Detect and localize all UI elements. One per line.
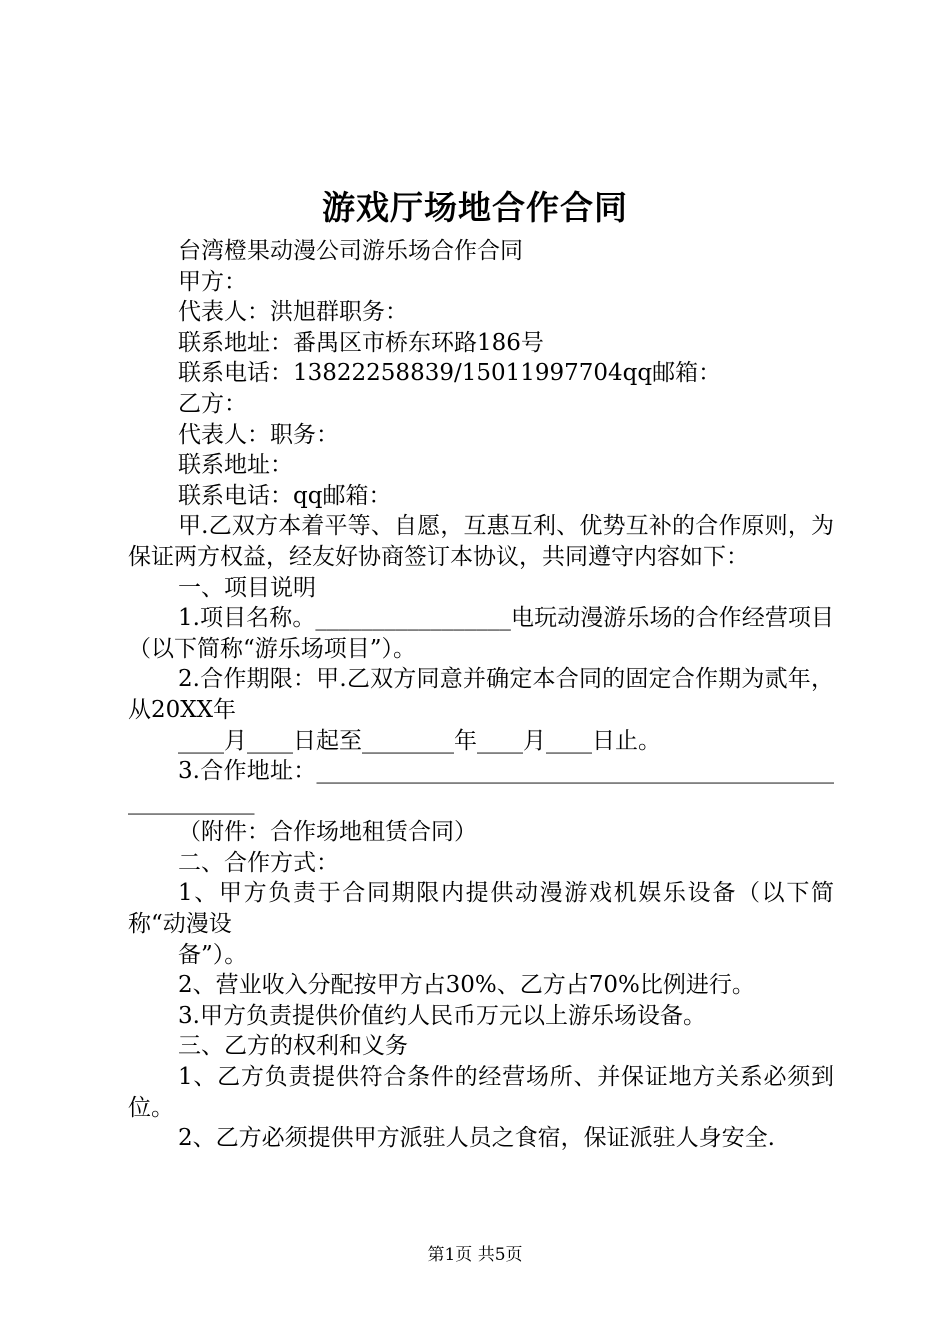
page-number: 第1页 共5页: [427, 1245, 523, 1265]
document-title: 游戏厅场地合作合同: [322, 188, 628, 227]
section-heading: 二、合作方式：: [178, 849, 339, 876]
clause-paragraph: 2、营业收入分配按甲方占30%、乙方占70%比例进行。: [178, 972, 755, 999]
clause-paragraph: 1.项目名称。_________________电玩动漫游乐场的合作经营项目（以下简称“游乐场项目”）。: [128, 605, 834, 662]
party-b-label: 乙方：: [178, 390, 247, 417]
contract-subtitle: 台湾橙果动漫公司游乐场合作合同: [178, 238, 523, 264]
preamble-paragraph: 甲.乙双方本着平等、自愿，互惠互利、优势互补的合作原则，为保证两方权益，经友好协商签订本协议，共同遵守内容如下：: [128, 513, 834, 570]
clause-paragraph: 1、乙方负责提供符合条件的经营场所、并保证地方关系必须到位。: [128, 1064, 834, 1121]
clause-paragraph: 3.甲方负责提供价值约人民币万元以上游乐场设备。: [178, 1002, 706, 1029]
party-b-address: 联系地址：: [178, 452, 293, 479]
clause-paragraph: ____月____日起至________年____月____日止。: [178, 727, 661, 754]
document-body: [128, 236, 834, 1154]
clause-paragraph: 1、甲方负责于合同期限内提供动漫游戏机娱乐设备（以下简称“动漫设: [128, 880, 834, 938]
attachment-note: （附件：合作场地租赁合同）: [178, 819, 477, 846]
section-heading: 三、乙方的权利和义务: [178, 1033, 408, 1060]
party-a-address: 联系地址：番禺区市桥东环路186号: [178, 329, 544, 356]
clause-paragraph: 2.合作期限：甲.乙双方同意并确定本合同的固定合作期为贰年，从20XX年: [128, 666, 834, 723]
party-b-phone: 联系电话：qq邮箱：: [178, 482, 392, 509]
party-a-label: 甲方：: [178, 268, 247, 295]
clause-paragraph: 2、乙方必须提供甲方派驻人员之食宿，保证派驻人身安全.: [178, 1125, 775, 1152]
party-b-representative: 代表人：职务：: [178, 421, 339, 448]
clause-paragraph: 3.合作地址：________________________________________________________: [128, 758, 834, 815]
party-a-representative: 代表人：洪旭群职务：: [178, 299, 408, 326]
clause-paragraph: 备”）。: [178, 941, 248, 968]
party-a-phone: 联系电话：13822258839/15011997704qq邮箱：: [178, 360, 722, 387]
section-heading: 一、项目说明: [178, 574, 316, 601]
